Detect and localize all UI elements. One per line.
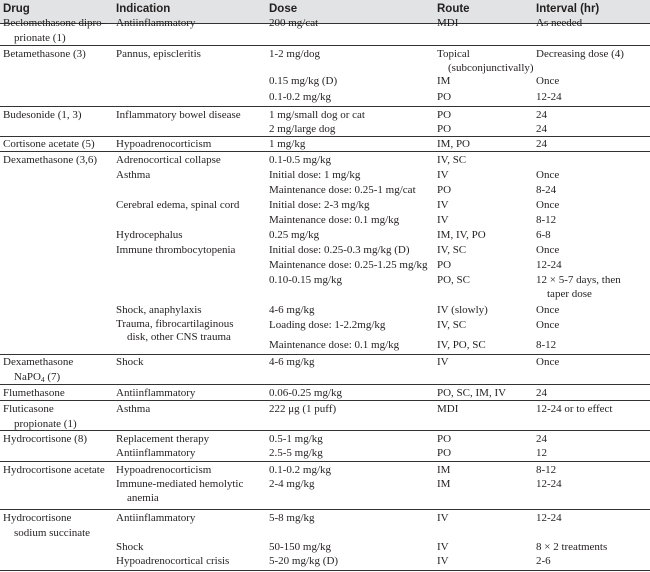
route-cell: Topical (subconjunctivally)	[437, 48, 534, 74]
interval-cell: Once	[536, 199, 560, 211]
dose-cell: 0.06-0.25 mg/kg	[269, 387, 343, 399]
route-cell: IV, SC	[437, 154, 467, 166]
interval-cell: 24	[536, 433, 547, 445]
dose-cell: Initial dose: 0.25-0.3 mg/kg (D)	[269, 244, 410, 256]
drug-name: Dexamethasone (3,6)	[3, 154, 98, 166]
dose-cell: 200 mg/cat	[269, 17, 319, 29]
indication-cell: Trauma, fibrocartilaginous disk, other CNS trauma	[116, 318, 234, 343]
interval-cell: Once	[536, 319, 560, 331]
dose-cell: 0.15 mg/kg (D)	[269, 75, 338, 87]
dose-cell: 0.1-0.5 mg/kg	[269, 154, 332, 166]
interval-cell: Once	[536, 169, 560, 181]
dose-cell: Initial dose: 2-3 mg/kg	[269, 199, 370, 211]
dose-cell: 2-4 mg/kg	[269, 478, 315, 490]
route-cell: PO, SC	[437, 274, 471, 286]
drug-name: Hydrocortisone sodium succinate	[3, 512, 91, 539]
dose-cell: Maintenance dose: 0.1 mg/kg	[269, 214, 400, 226]
route-cell: MDI	[437, 17, 459, 29]
interval-cell: 12-24	[536, 512, 562, 524]
dose-cell: Initial dose: 1 mg/kg	[269, 169, 361, 181]
indication-cell: Hypoadrenocortical crisis	[116, 555, 230, 567]
indication-cell: Inflammatory bowel disease	[116, 109, 241, 121]
interval-cell: 24	[536, 138, 547, 150]
indication-cell: Hydrocephalus	[116, 229, 183, 241]
group-separator	[0, 430, 650, 431]
drug-name: Fluticasone propionate (1)	[3, 403, 77, 430]
dose-cell: 222 μg (1 puff)	[269, 403, 337, 415]
indication-cell: Antiinflammatory	[116, 17, 196, 29]
route-cell: IV (slowly)	[437, 304, 488, 316]
interval-cell: 24	[536, 387, 547, 399]
group-separator	[0, 106, 650, 107]
route-cell: IV, SC	[437, 319, 467, 331]
header-indication: Indication	[116, 3, 171, 15]
header-dose: Dose	[269, 3, 298, 15]
route-cell: IM	[437, 75, 451, 87]
dose-cell: 50-150 mg/kg	[269, 541, 332, 553]
dose-cell: 1 mg/small dog or cat	[269, 109, 365, 121]
indication-cell: Hypoadrenocorticism	[116, 138, 212, 150]
table-bottom-rule	[0, 570, 650, 571]
dose-cell: 2 mg/large dog	[269, 123, 336, 135]
route-cell: MDI	[437, 403, 459, 415]
interval-cell: 8-12	[536, 464, 557, 476]
interval-cell: 12-24 or to effect	[536, 403, 613, 415]
interval-cell: 12 × 5-7 days, then taper dose	[536, 274, 621, 300]
indication-cell: Pannus, episcleritis	[116, 48, 201, 60]
route-cell: PO	[437, 109, 452, 121]
indication-cell: Asthma	[116, 403, 151, 415]
group-separator	[0, 384, 650, 385]
dose-cell: 4-6 mg/kg	[269, 304, 315, 316]
route-cell: PO	[437, 447, 452, 459]
interval-cell: Once	[536, 75, 560, 87]
route-cell: IV	[437, 214, 449, 226]
interval-cell: 8-12	[536, 339, 557, 351]
indication-cell: Antiinflammatory	[116, 512, 196, 524]
interval-cell: 24	[536, 109, 547, 121]
header-drug: Drug	[3, 3, 30, 15]
route-cell: IM	[437, 478, 451, 490]
dose-cell: 0.10-0.15 mg/kg	[269, 274, 343, 286]
route-cell: IV, PO, SC	[437, 339, 486, 351]
interval-cell: Decreasing dose (4)	[536, 48, 624, 60]
drug-name: Dexamethasone NaPO$_4$ (7)	[3, 356, 74, 384]
interval-cell: 2-6	[536, 555, 551, 567]
route-cell: IM, PO	[437, 138, 471, 150]
indication-cell: Antiinflammatory	[116, 387, 196, 399]
drug-name: Betamethasone (3)	[3, 48, 86, 60]
group-separator	[0, 400, 650, 401]
dose-cell: Maintenance dose: 0.25-1 mg/cat	[269, 184, 416, 196]
dose-cell: 0.1-0.2 mg/kg	[269, 464, 332, 476]
interval-cell: 12-24	[536, 259, 562, 271]
route-cell: IM	[437, 464, 451, 476]
dose-cell: 1-2 mg/dog	[269, 48, 321, 60]
indication-cell: Immune thrombocytopenia	[116, 244, 236, 256]
route-cell: PO	[437, 91, 452, 103]
dose-cell: Loading dose: 1-2.2mg/kg	[269, 319, 386, 331]
drug-name: Flumethasone	[3, 387, 65, 399]
indication-cell: Replacement therapy	[116, 433, 210, 445]
route-cell: IV, SC	[437, 244, 467, 256]
route-cell: IV	[437, 169, 449, 181]
interval-cell: 8-12	[536, 214, 557, 226]
route-cell: PO, SC, IM, IV	[437, 387, 507, 399]
indication-cell: Shock, anaphylaxis	[116, 304, 202, 316]
route-cell: IV	[437, 541, 449, 553]
indication-cell: Shock	[116, 541, 144, 553]
interval-cell: As needed	[536, 17, 583, 29]
indication-cell: Adrenocortical collapse	[116, 154, 221, 166]
dose-cell: Maintenance dose: 0.25-1.25 mg/kg	[269, 259, 428, 271]
indication-cell: Immune-mediated hemolytic anemia	[116, 478, 244, 504]
interval-cell: 12-24	[536, 91, 562, 103]
group-separator	[0, 461, 650, 462]
interval-cell: Once	[536, 356, 560, 368]
dose-cell: 4-6 mg/kg	[269, 356, 315, 368]
indication-cell: Asthma	[116, 169, 151, 181]
dose-cell: 0.25 mg/kg	[269, 229, 320, 241]
indication-cell: Cerebral edema, spinal cord	[116, 199, 240, 211]
dose-cell: 0.1-0.2 mg/kg	[269, 91, 332, 103]
group-separator	[0, 151, 650, 152]
dose-cell: Maintenance dose: 0.1 mg/kg	[269, 339, 400, 351]
drug-name: Cortisone acetate (5)	[3, 138, 95, 150]
indication-cell: Hypoadrenocorticism	[116, 464, 212, 476]
dose-cell: 0.5-1 mg/kg	[269, 433, 323, 445]
route-cell: IV	[437, 555, 449, 567]
dose-cell: 5-8 mg/kg	[269, 512, 315, 524]
dose-cell: 2.5-5 mg/kg	[269, 447, 323, 459]
route-cell: PO	[437, 259, 452, 271]
route-cell: PO	[437, 123, 452, 135]
interval-cell: 6-8	[536, 229, 551, 241]
interval-cell: Once	[536, 244, 560, 256]
group-separator	[0, 136, 650, 137]
interval-cell: 24	[536, 123, 547, 135]
header-route: Route	[437, 3, 470, 15]
indication-cell: Shock	[116, 356, 144, 368]
interval-cell: 12-24	[536, 478, 562, 490]
route-cell: IV	[437, 199, 449, 211]
route-cell: PO	[437, 184, 452, 196]
interval-cell: 8-24	[536, 184, 557, 196]
header-interval: Interval (hr)	[536, 3, 600, 15]
drug-name: Budesonide (1, 3)	[3, 109, 82, 121]
route-cell: PO	[437, 433, 452, 445]
dose-cell: 1 mg/kg	[269, 138, 306, 150]
drug-name: Hydrocortisone acetate	[3, 464, 105, 476]
route-cell: IV	[437, 512, 449, 524]
route-cell: IM, IV, PO	[437, 229, 486, 241]
indication-cell: Antiinflammatory	[116, 447, 196, 459]
interval-cell: Once	[536, 304, 560, 316]
interval-cell: 8 × 2 treatments	[536, 541, 608, 553]
drug-name: Beclomethasone dipro- prionate (1)	[3, 17, 106, 44]
interval-cell: 12	[536, 447, 547, 459]
drug-name: Hydrocortisone (8)	[3, 433, 88, 445]
group-separator	[0, 509, 650, 510]
route-cell: IV	[437, 356, 449, 368]
dose-cell: 5-20 mg/kg (D)	[269, 555, 339, 567]
